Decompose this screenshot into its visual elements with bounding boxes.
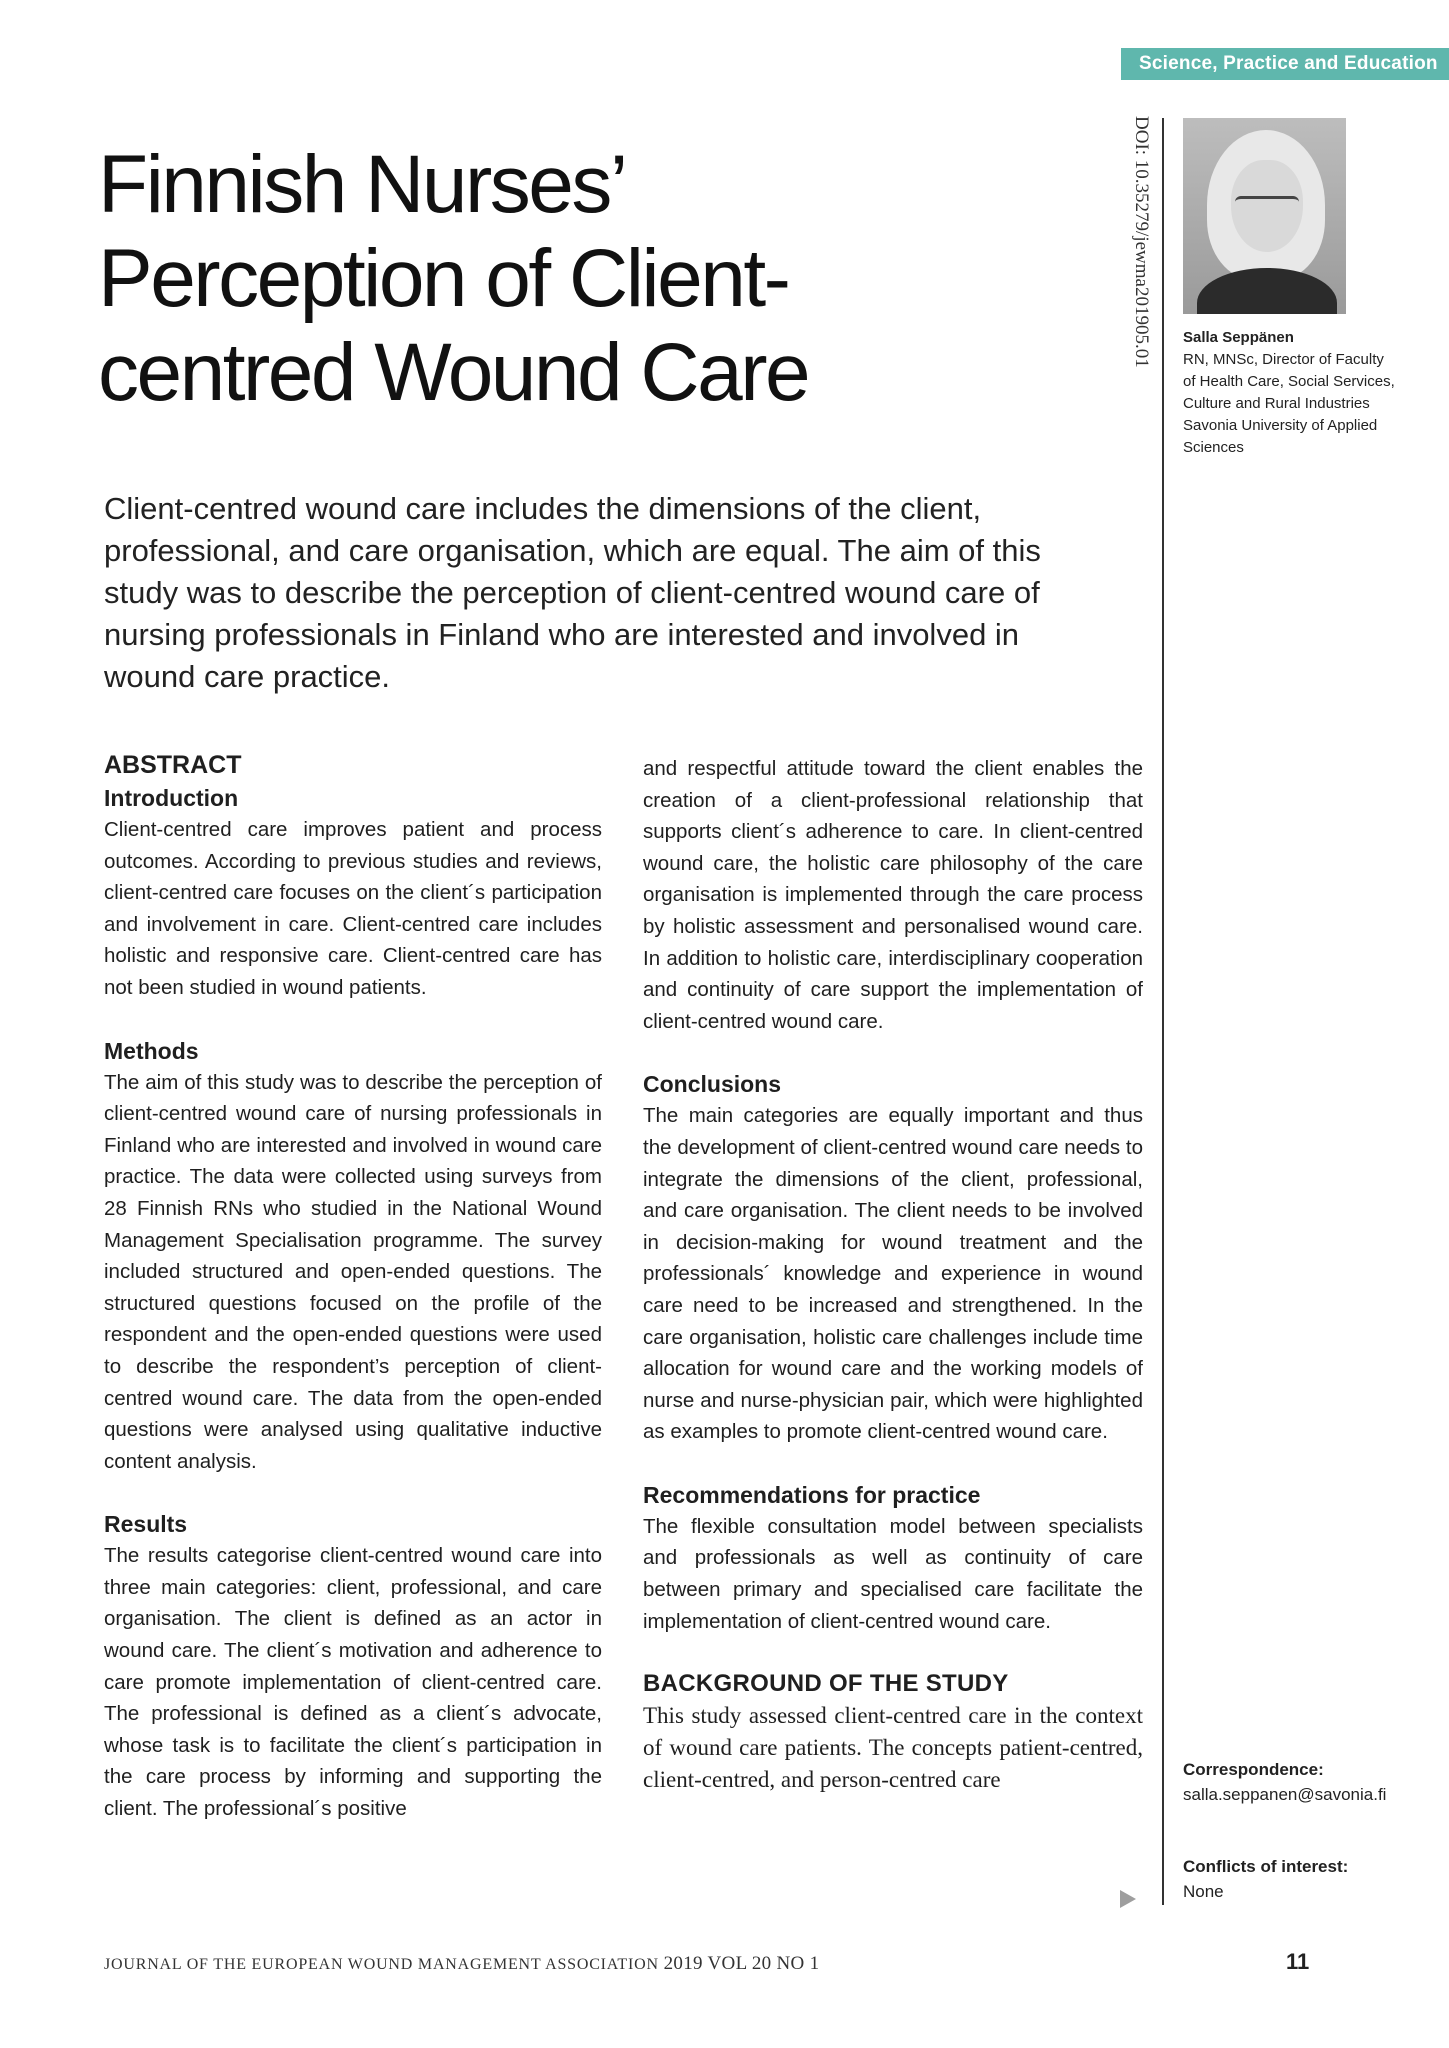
author-name: Salla Seppänen (1183, 329, 1294, 346)
doi-label: DOI: 10.35279/jewma201905.01 (1131, 116, 1152, 368)
conflicts-label: Conflicts of interest: (1183, 1857, 1349, 1876)
results-heading: Results (104, 1511, 188, 1538)
conflicts-value: None (1183, 1882, 1224, 1901)
correspondence-block (1183, 1757, 1433, 1807)
recommendations-text: The flexible consultation model between specialists and professionals as well as continuity of care between primary and specialised care facilitate the implementation of client-centred wound care. (643, 1514, 1143, 1633)
page-number: 11 (1286, 1949, 1310, 1974)
title-line: Finnish Nurses’ (98, 139, 626, 230)
article-title (98, 138, 1098, 420)
background-heading: BACKGROUND OF THE STUDY (643, 1670, 1009, 1698)
abstract-left-column (104, 748, 602, 1825)
correspondence-label: Correspondence: (1183, 1760, 1324, 1779)
author-info (1183, 327, 1413, 459)
methods-text: The aim of this study was to describe the perception of client-centred wound care of nursing professionals in Finland who are interested and involved in wound care practice. The data were collected using surveys from 28 Finnish RNs who studied in the National Wound Management Specialisation programme. The survey included structured and open-ended questions. The structured questions focused on the profile of the respondent and the open-ended questions were used to describe the respondent’s perception of client-centred wound care. The data from the open-ended questions were analysed using qualitative inductive content analysis. (104, 1070, 602, 1473)
column-divider (1162, 118, 1164, 1905)
methods-heading: Methods (104, 1037, 199, 1064)
conclusions-heading: Conclusions (643, 1071, 782, 1098)
lead-paragraph: Client-centred wound care includes the dimensions of the client, professional, and care organisation, which are equal. The aim of this study was to describe the perception of client-centred wound care of nursing professionals in Finland who are interested and involved in wound care practice. (104, 491, 1041, 694)
author-photo-glasses (1235, 196, 1299, 213)
results-text: The results categorise client-centred wound care into three main categories: client, professional, and care organisation. The client is defined as an actor in wound care. The client´s motivation and adherence to care promote implementation of client-centred care. The professional is defined as a client´s advocate, whose task is to facilitate the client´s participation in the care process by informing and supporting the client. The professional´s positive (104, 1544, 602, 1821)
introduction-heading: Introduction (104, 785, 239, 811)
spacer (643, 1637, 1143, 1668)
spacer (643, 1037, 1143, 1068)
spacer (104, 1477, 602, 1508)
title-line: Perception of Client- (98, 233, 789, 324)
author-photo-body (1197, 268, 1337, 314)
abstract-heading: ABSTRACT (104, 751, 242, 779)
author-affiliation-line: Savonia University of Applied (1183, 417, 1378, 434)
conflicts-block (1183, 1854, 1433, 1904)
author-affiliation-line: Culture and Rural Industries (1183, 395, 1370, 412)
introduction-text: Client-centred care improves patient and process outcomes. According to previous studies and reviews, client-centred care focuses on the client´s participation and involvement in care. Client-centred care includes holistic and responsive care. Client-centred care has not been studied in wound patients. (104, 818, 602, 999)
author-photo (1183, 118, 1346, 314)
journal-issue: 2019 VOL 20 NO 1 (663, 1953, 820, 1974)
spacer (104, 1004, 602, 1035)
recommendations-heading: Recommendations for practice (643, 1481, 981, 1508)
journal-footer (104, 1953, 819, 1975)
correspondence-email[interactable]: salla.seppanen@savonia.fi (1183, 1785, 1387, 1804)
conclusions-text: The main categories are equally important and thus the development of client-centred wound care needs to integrate the dimensions of the client, professional, and care organisation. The client needs to be involved in decision-making for wound treatment and the professionals´ knowledge and experience in wound care need to be increased and strengthened. In the care organisation, holistic care challenges include time allocation for wound care and the working models of nurse and nurse-physician pair, which were highlighted as examples to promote client-centred wound care. (643, 1104, 1143, 1444)
section-tab: Science, Practice and Education (1121, 48, 1449, 80)
results-text-continued: and respectful attitude toward the client enables the creation of a client-professional relationship that supports client´s adherence to care. In client-centred wound care, the holistic care philosophy of the care organisation is implemented through the care process by holistic assessment and personalised wound care. In addition to holistic care, interdisciplinary cooperation and continuity of care support the implementation of client-centred wound care. (643, 757, 1143, 1033)
spacer (643, 1448, 1143, 1479)
continue-arrow-icon (1120, 1890, 1136, 1908)
author-affiliation-line: RN, MNSc, Director of Faculty (1183, 351, 1384, 368)
author-affiliation-line: Sciences (1183, 439, 1244, 456)
author-affiliation-line: of Health Care, Social Services, (1183, 373, 1395, 390)
background-text: This study assessed client-centred care in the context of wound care patients. The concepts patient-centred, client-centred, and person-centred care (643, 1703, 1143, 1793)
title-line: centred Wound Care (98, 327, 809, 418)
journal-name: JOURNAL OF THE EUROPEAN WOUND MANAGEMENT ASSOCIATION (104, 1956, 659, 1973)
abstract-right-column (643, 753, 1143, 1796)
